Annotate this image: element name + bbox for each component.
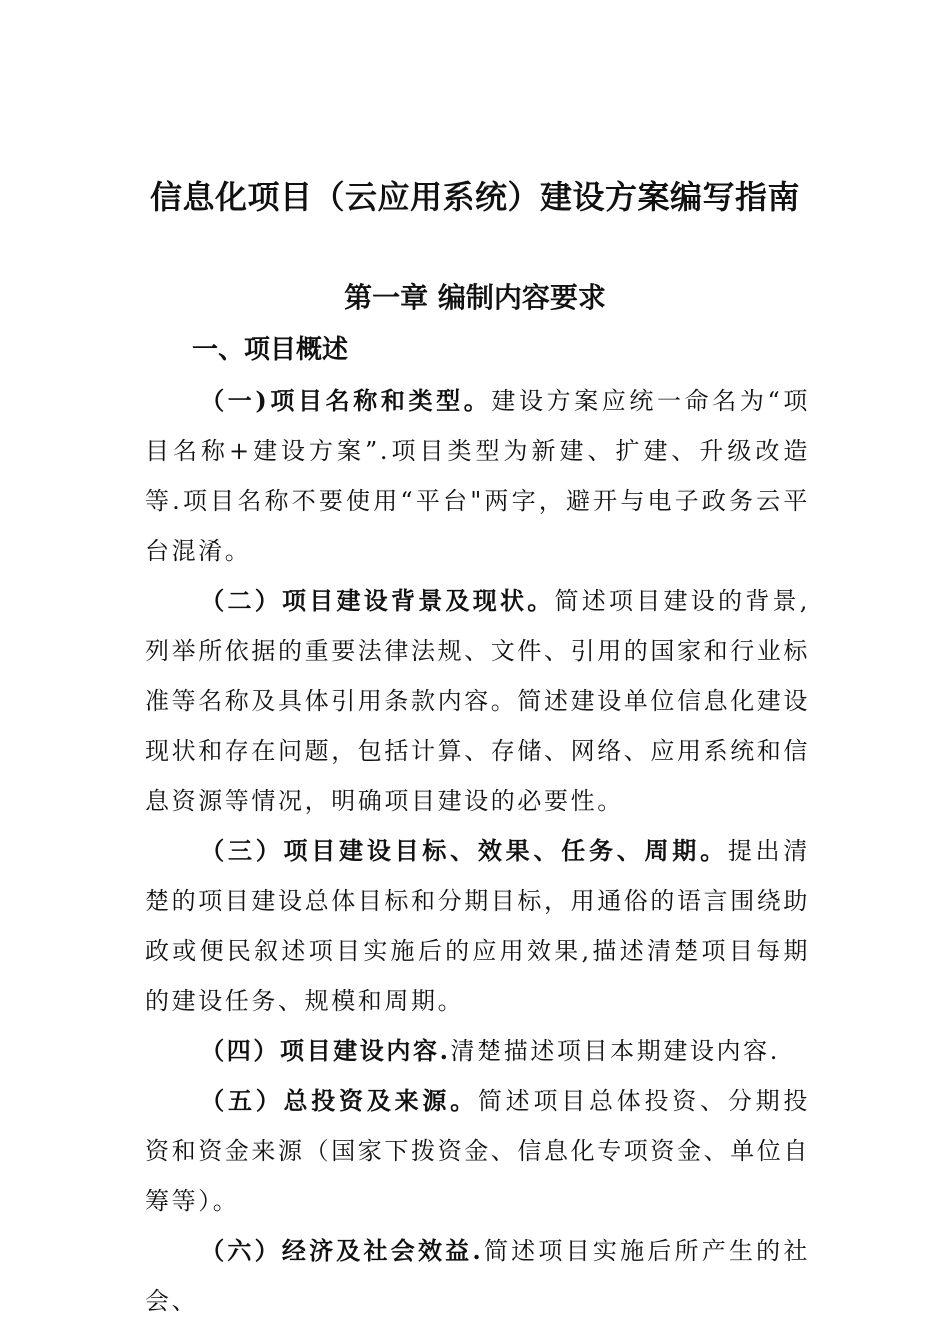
paragraph-lead: （三）项目建设目标、效果、任务、周期。 xyxy=(200,836,728,865)
document-title: 信息化项目（云应用系统）建设方案编写指南 xyxy=(149,178,800,216)
paragraph-lead: （二）项目建设背景及现状。 xyxy=(200,586,555,615)
paragraph-project-name-type xyxy=(145,376,810,576)
paragraph-background-status xyxy=(145,576,810,826)
paragraph-text: 提出清楚的项目建设总体目标和分期目标，用通俗的语言围绕助政或便民叙述项目实施后的应用效果,描述清楚项目每期的建设任务、规模和周期。 xyxy=(145,837,810,1015)
paragraph-investment-source xyxy=(145,1076,810,1226)
chapter-title: 第一章 编制内容要求 xyxy=(344,281,606,314)
section-heading: 一、项目概述 xyxy=(192,335,349,365)
paragraph-lead: （一)项目名称和类型。 xyxy=(200,386,492,415)
paragraph-lead: （四）项目建设内容. xyxy=(200,1036,451,1065)
paragraph-text: 简述项目建设的背景,列举所依据的重要法律法规、文件、引用的国家和行业标准等名称及具体引用条款内容。简述建设单位信息化建设现状和存在问题，包括计算、存储、网络、应用系统和信息资源等情况，明确项目建设的必要性。 xyxy=(145,587,810,815)
paragraph-text: 简述项目实施后所产生的社会、 xyxy=(145,1237,810,1315)
paragraph-goals-effects xyxy=(145,826,810,1026)
paragraph-construction-content xyxy=(145,1026,810,1076)
paragraph-lead: （六）经济及社会效益. xyxy=(200,1236,484,1265)
paragraph-lead: （五）总投资及来源。 xyxy=(200,1086,478,1115)
paragraph-benefits xyxy=(145,1226,810,1326)
body-text xyxy=(145,376,810,1326)
paragraph-text: 简述项目总体投资、分期投资和资金来源（国家下拨资金、信息化专项资金、单位自筹等）。 xyxy=(145,1087,810,1215)
paragraph-text: 建设方案应统一命名为“项目名称+建设方案”.项目类型为新建、扩建、升级改造等.项目名称不要使用“平台"两字，避开与电子政务云平台混淆。 xyxy=(145,387,810,565)
paragraph-text: 清楚描述项目本期建设内容. xyxy=(450,1037,780,1065)
